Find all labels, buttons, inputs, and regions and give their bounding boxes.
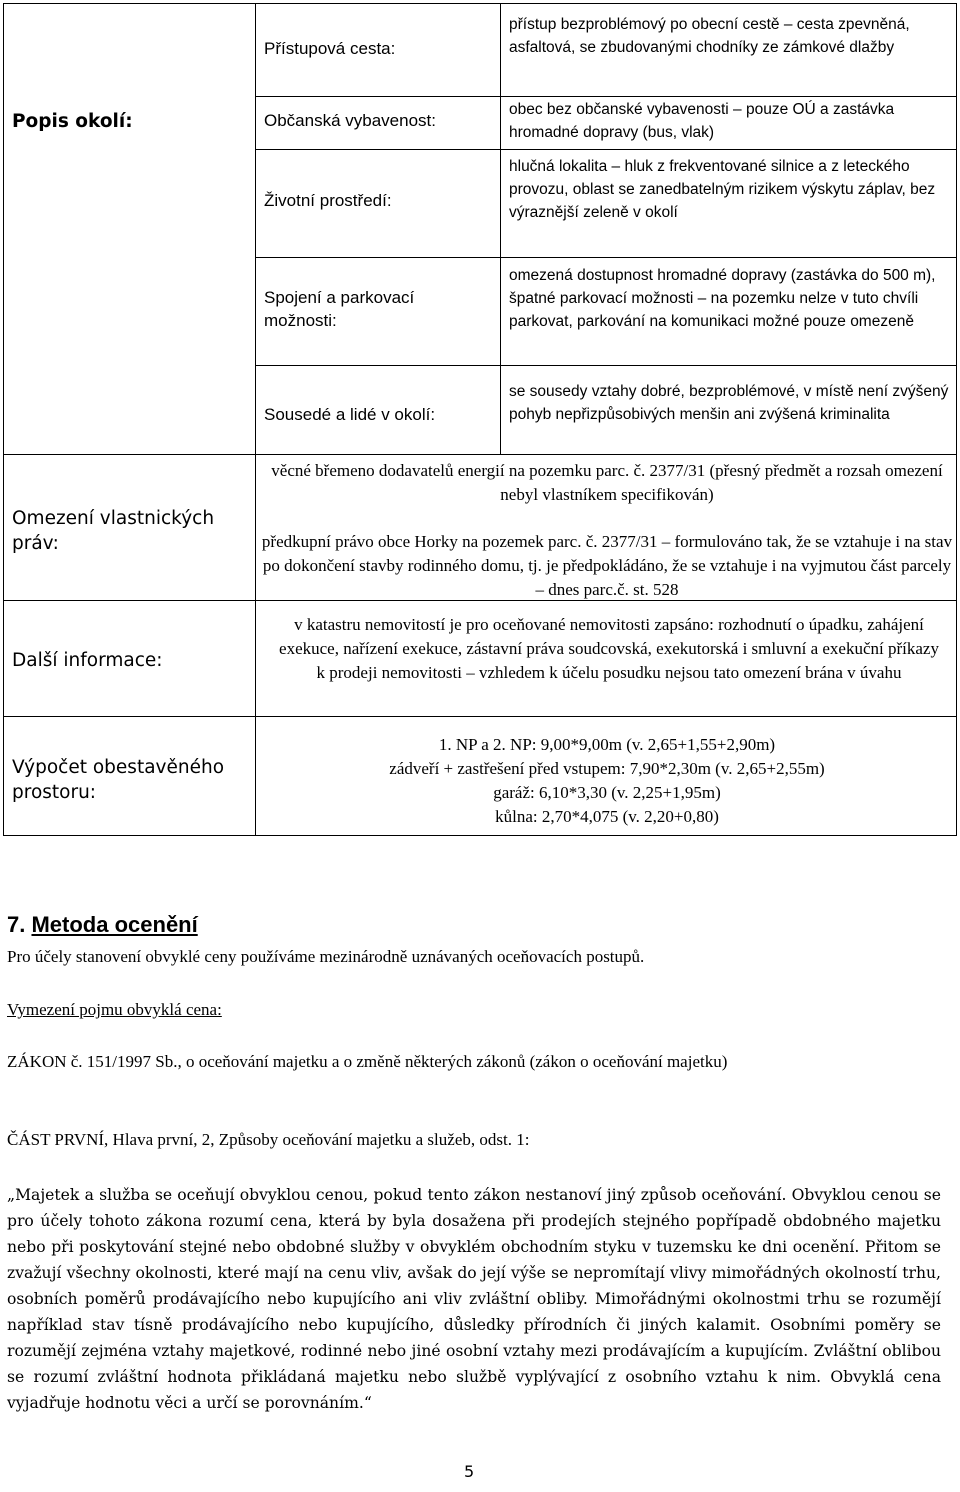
column-divider [500, 3, 501, 454]
table-border-bottom [3, 835, 957, 836]
property-info-table [3, 3, 957, 836]
value-sousede: se sousedy vztahy dobré, bezproblémové, v místě není zvýšený pohyb nepřizpůsobivých menšin ani zvýšená kriminalita [509, 383, 949, 423]
part-reference: ČÁST PRVNÍ, Hlava první, 2, Způsoby oceňování majetku a služeb, odst. 1: [7, 1130, 530, 1149]
law-quote: „Majetek a služba se oceňují obvyklou cenou, pokud tento zákon nestanoví jiný způsob oceňování. Obvyklou cenou se pro účely tohoto zákona rozumí cena, která by byla dosažena při prodejích stejného popřípadě obdobného majetku nebo při poskytování stejné nebo obdobné služby v obvyklém obchodním styku v tuzemsku ke dni ocenění. Přitom se zvažují všechny okolnosti, které mají na cenu vliv, avšak do její výše se nepromítají vlivy mimořádných okolností trhu, osobních poměrů prodávajícího nebo kupujícího ani vliv zvláštní obliby. Mimořádnými okolnostmi trhu se rozumějí například stav tísně prodávajícího nebo kupujícího, důsledky přírodních či jiných kalamit. Osobními poměry se rozumějí zejména vztahy majetkové, rodinné nebo jiné osobní vztahy mezi prodávajícím a kupujícím. Zvláštní oblibou se rozumí zvláštní hodnota přikládaná majetku nebo službě vyplývající z osobního vztahu k nim. Obvyklá cena vyjadřuje hodnotu věci a určí se porovnáním.“ [7, 1186, 941, 1412]
row-divider [255, 454, 957, 455]
section-head-popis-okoli: Popis okolí: [12, 111, 133, 132]
row-divider [255, 96, 957, 97]
value-pristupova-cesta: přístup bezproblémový po obecní cestě – cesta zpevněná, asfaltová, se zbudovanými chodníky ze zámkové dlažby [509, 16, 910, 56]
label-sousede: Sousedé a lidé v okolí: [264, 405, 436, 424]
row-divider [255, 716, 957, 717]
dalsi-informace-text: v katastru nemovitostí je pro oceňované nemovitosti zapsáno: rozhodnutí o úpadku, zahájení exekuce, nařízení exekuce, zástavní práva soudcovská, exekutorská i smluvní a exekuční příkazy k prodeji nemovitosti – vzhledem k účelu posudku nejsou tato omezení brána v úvahu [279, 615, 939, 682]
table-border-top [3, 3, 957, 4]
vypocet-line: kůlna: 2,70*4,075 (v. 2,20+0,80) [495, 807, 719, 826]
section-number: 7. [7, 912, 26, 937]
row-divider [255, 257, 957, 258]
vypocet-line: garáž: 6,10*3,30 (v. 2,25+1,95m) [493, 783, 721, 802]
row-divider [3, 716, 256, 717]
section-head-omezeni: Omezení vlastnických práv: [12, 508, 215, 554]
vypocet-line: 1. NP a 2. NP: 9,00*9,00m (v. 2,65+1,55+2,90m) [438, 735, 776, 754]
column-divider [255, 3, 256, 836]
value-spojeni-parkovani: omezená dostupnost hromadné dopravy (zastávka do 500 m), špatné parkovací možnosti – na pozemku nelze v tuto chvíli parkovat, parkování na komunikaci možné pouze omezeně [509, 267, 936, 330]
section-head-dalsi-informace: Další informace: [12, 650, 163, 671]
section-heading [7, 912, 198, 938]
omezeni-predkupni-pravo: předkupní právo obce Horky na pozemek parc. č. 2377/31 – formulováno tak, že se vztahuje i na stav po dokončení stavby rodinného domu, tj. je předpokládáno, že se vztahuje i na vyjmutou část parcely – dnes parc.č. st. 528 [261, 532, 953, 599]
section-head-vypocet: Výpočet obestavěného prostoru: [12, 757, 225, 803]
law-reference: ZÁKON č. 151/1997 Sb., o oceňování majetku a o změně některých zákonů (zákon o oceňování majetku) [7, 1052, 728, 1071]
label-spojeni-parkovani: Spojení a parkovací možnosti: [264, 288, 415, 330]
table-border-left [3, 3, 4, 836]
section-title: Metoda ocenění [31, 912, 198, 937]
value-zivotni-prostredi: hlučná lokalita – hluk z frekventované silnice a z leteckého provozu, oblast se zanedbatelným rizikem výskytu záplav, bez výraznější zeleně v okolí [509, 158, 936, 221]
table-border-right [956, 3, 957, 836]
label-pristupova-cesta: Přístupová cesta: [264, 39, 396, 58]
row-divider [255, 365, 957, 366]
label-zivotni-prostredi: Životní prostředí: [264, 191, 392, 210]
row-divider [3, 454, 256, 455]
subheading-obvykla-cena: Vymezení pojmu obvyklá cena: [7, 1000, 222, 1019]
label-obcanska-vybavenost: Občanská vybavenost: [264, 111, 436, 130]
section-intro: Pro účely stanovení obvyklé ceny používáme mezinárodně uznávaných oceňovacích postupů. [7, 947, 645, 966]
vypocet-line: zádveří + zastřešení před vstupem: 7,90*2,30m (v. 2,65+2,55m) [389, 759, 825, 778]
vypocet-list [261, 733, 953, 829]
omezeni-vecne-bremeno: věcné břemeno dodavatelů energií na pozemku parc. č. 2377/31 (přesný předmět a rozsah omezení nebyl vlastníkem specifikován) [271, 461, 943, 504]
value-obcanska-vybavenost: obec bez občanské vybavenosti – pouze OÚ a zastávka hromadné dopravy (bus, vlak) [509, 101, 895, 141]
row-divider [3, 600, 256, 601]
row-divider [255, 149, 957, 150]
page-number: 5 [464, 1462, 475, 1481]
